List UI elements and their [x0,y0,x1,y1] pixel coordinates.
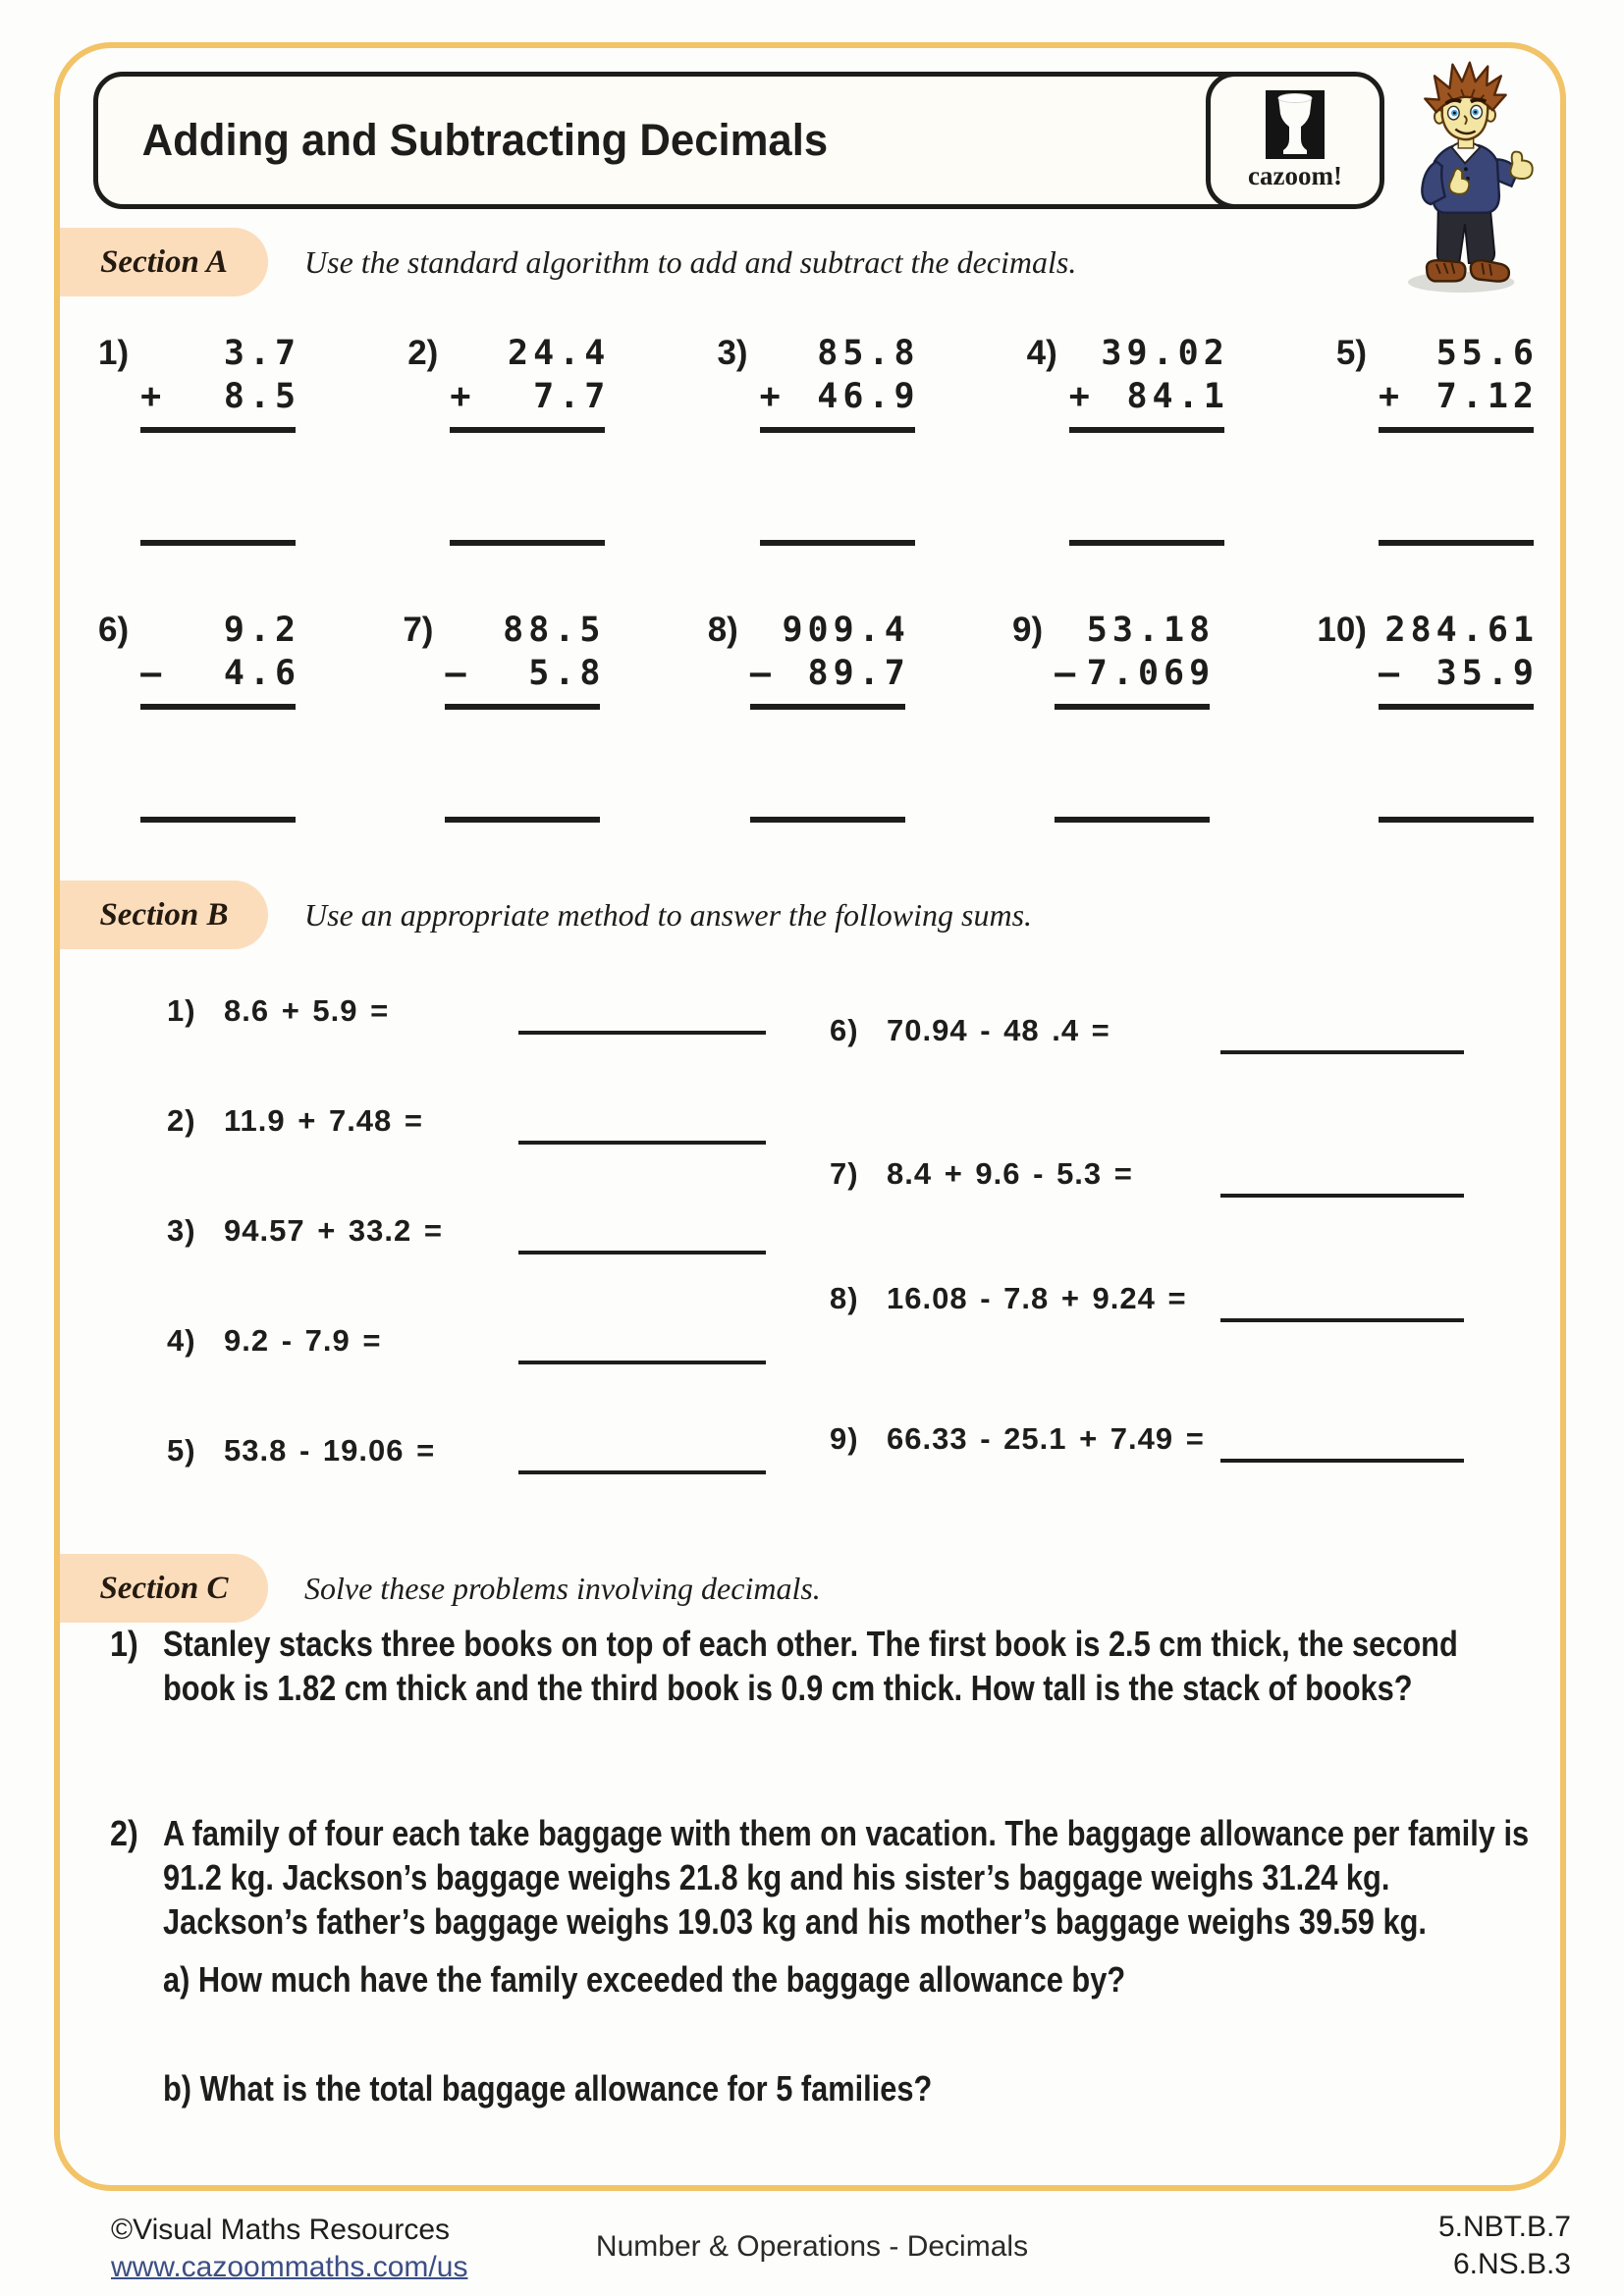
vertical-problem-1 [98,332,301,546]
section-b-label: Section B [60,881,268,949]
vertical-problem-10 [1317,609,1539,823]
djembe-drum-icon [1266,90,1325,159]
vertical-problem-9 [1012,609,1216,823]
answer-rule [1379,540,1534,546]
answer-blank-b1 [518,1031,766,1035]
operator: + [759,377,781,416]
sum-problem-b5: 5) 53.8 - 19.06 = [167,1433,436,1468]
vertical-problem-2 [407,332,611,546]
standard-code-1: 5.NBT.B.7 [1437,2211,1571,2243]
top-operand: 284.61 [1384,611,1539,650]
mascot-character [1396,57,1534,294]
bottom-operand: 89.7 [807,654,910,693]
top-operand: 9.2 [223,611,301,650]
top-operand: 3.7 [223,334,301,373]
operator: + [140,377,162,416]
footer-topic: Number & Operations - Decimals [595,2230,1029,2263]
word-problem-2a: a) How much have the family exceeded the baggage allowance by? [163,1959,1126,2000]
problem-number: 6) [98,611,130,649]
copyright-text: ©Visual Maths Resources [111,2214,451,2246]
problem-number: 2) [407,334,439,372]
operator: – [445,654,466,693]
answer-blank-b9 [1220,1459,1464,1463]
problem-number: 3) [717,334,748,372]
top-operand: 39.02 [1101,334,1229,373]
answer-blank-b7 [1220,1194,1464,1198]
bottom-operand: 7.12 [1435,377,1539,416]
vertical-problem-7 [403,609,606,823]
standard-code-2: 6.NS.B.3 [1452,2248,1571,2280]
top-operand: 24.4 [508,334,611,373]
word-problem-2-number: 2) [110,1813,138,1853]
problem-number: 9) [1012,611,1044,649]
operator: + [1068,377,1090,416]
sum-problem-b4: 4) 9.2 - 7.9 = [167,1323,382,1358]
bottom-operand: 84.1 [1126,377,1229,416]
bottom-operand: 35.9 [1435,654,1539,693]
word-problem-1-number: 1) [110,1624,138,1664]
operator: + [450,377,471,416]
word-problem-2: A family of four each take baggage with them on vacation. The baggage allowance per family is 91.2 kg. Jackson’s baggage weighs 21.8 kg and his sister’s baggage weighs 31.24 kg. Jackson’s father’s baggage weighs 19.03 kg and his mother’s baggage weighs 39.59 kg. a) How much have the family exceeded the baggage allowance by? b) What is the total baggage allowance for 5 families? [163,1813,1530,2109]
problem-number: 5) [1335,334,1367,372]
problem-number: 4) [1026,334,1057,372]
vertical-problem-4 [1026,332,1229,546]
answer-rule [1069,540,1224,546]
problem-number: 7) [403,611,434,649]
top-operand: 55.6 [1435,334,1539,373]
bottom-operand: 4.6 [223,654,301,693]
sum-problem-b9: 9) 66.33 - 25.1 + 7.49 = [830,1421,1205,1456]
answer-rule [750,817,905,823]
word-problem-1: Stanley stacks three books on top of each other. The first book is 2.5 cm thick, the second book is 1.82 cm thick and the third book is 0.9 cm thick. How tall is the stack of books? [163,1624,1458,1708]
answer-rule [760,540,915,546]
footer-standards [1438,2209,1571,2283]
answer-rule [445,817,600,823]
sum-problem-b1: 1) 8.6 + 5.9 = [167,993,390,1028]
problem-number: 10) [1317,611,1367,649]
sum-problem-b7: 7) 8.4 + 9.6 - 5.3 = [830,1156,1133,1191]
vertical-problem-3 [717,332,920,546]
answer-rule [1055,817,1210,823]
website-link[interactable]: www.cazoommaths.com/us [111,2251,468,2283]
answer-blank-b3 [518,1251,766,1255]
top-operand: 85.8 [817,334,920,373]
problem-number: 1) [98,334,130,372]
bottom-operand: 5.8 [528,654,606,693]
sum-problem-b6: 6) 70.94 - 48 .4 = [830,1013,1110,1047]
section-c-instruction: Solve these problems involving decimals. [304,1570,821,1606]
page-title: Adding and Subtracting Decimals [141,115,829,165]
bottom-operand: 7.7 [533,377,611,416]
bottom-operand: 7.069 [1086,654,1216,693]
logo-caption: cazoom! [1248,160,1342,190]
bottom-operand: 46.9 [817,377,920,416]
section-a-label: Section A [60,228,268,296]
answer-rule [1379,817,1534,823]
answer-rule [450,540,605,546]
section-c-label: Section C [60,1554,268,1623]
answer-blank-b4 [518,1361,766,1364]
top-operand: 88.5 [503,611,606,650]
vertical-problem-5 [1335,332,1539,546]
section-a-row-2 [98,609,1539,823]
top-operand: 53.18 [1086,611,1216,650]
answer-rule [140,540,296,546]
vertical-problem-8 [707,609,910,823]
problem-number: 8) [707,611,738,649]
section-a-row-1 [98,332,1539,546]
top-operand: 909.4 [782,611,910,650]
operator: – [749,654,771,693]
operator: – [1378,654,1400,693]
bottom-operand: 8.5 [223,377,301,416]
sum-problem-b2: 2) 11.9 + 7.48 = [167,1103,424,1138]
operator: – [1055,654,1076,693]
answer-blank-b2 [518,1141,766,1145]
vertical-problem-6 [98,609,301,823]
answer-blank-b6 [1220,1050,1464,1054]
operator: + [1379,377,1400,416]
answer-blank-b8 [1220,1318,1464,1322]
operator: – [140,654,162,693]
answer-rule [140,817,296,823]
worksheet-title-bar [93,72,1380,209]
cazoom-logo [1206,72,1384,209]
answer-blank-b5 [518,1470,766,1474]
section-b-instruction: Use an appropriate method to answer the following sums. [304,896,1033,933]
word-problem-2b: b) What is the total baggage allowance for 5 families? [163,2068,933,2109]
sum-problem-b8: 8) 16.08 - 7.8 + 9.24 = [830,1281,1187,1315]
section-a-instruction: Use the standard algorithm to add and subtract the decimals. [304,243,1077,280]
sum-problem-b3: 3) 94.57 + 33.2 = [167,1213,443,1248]
